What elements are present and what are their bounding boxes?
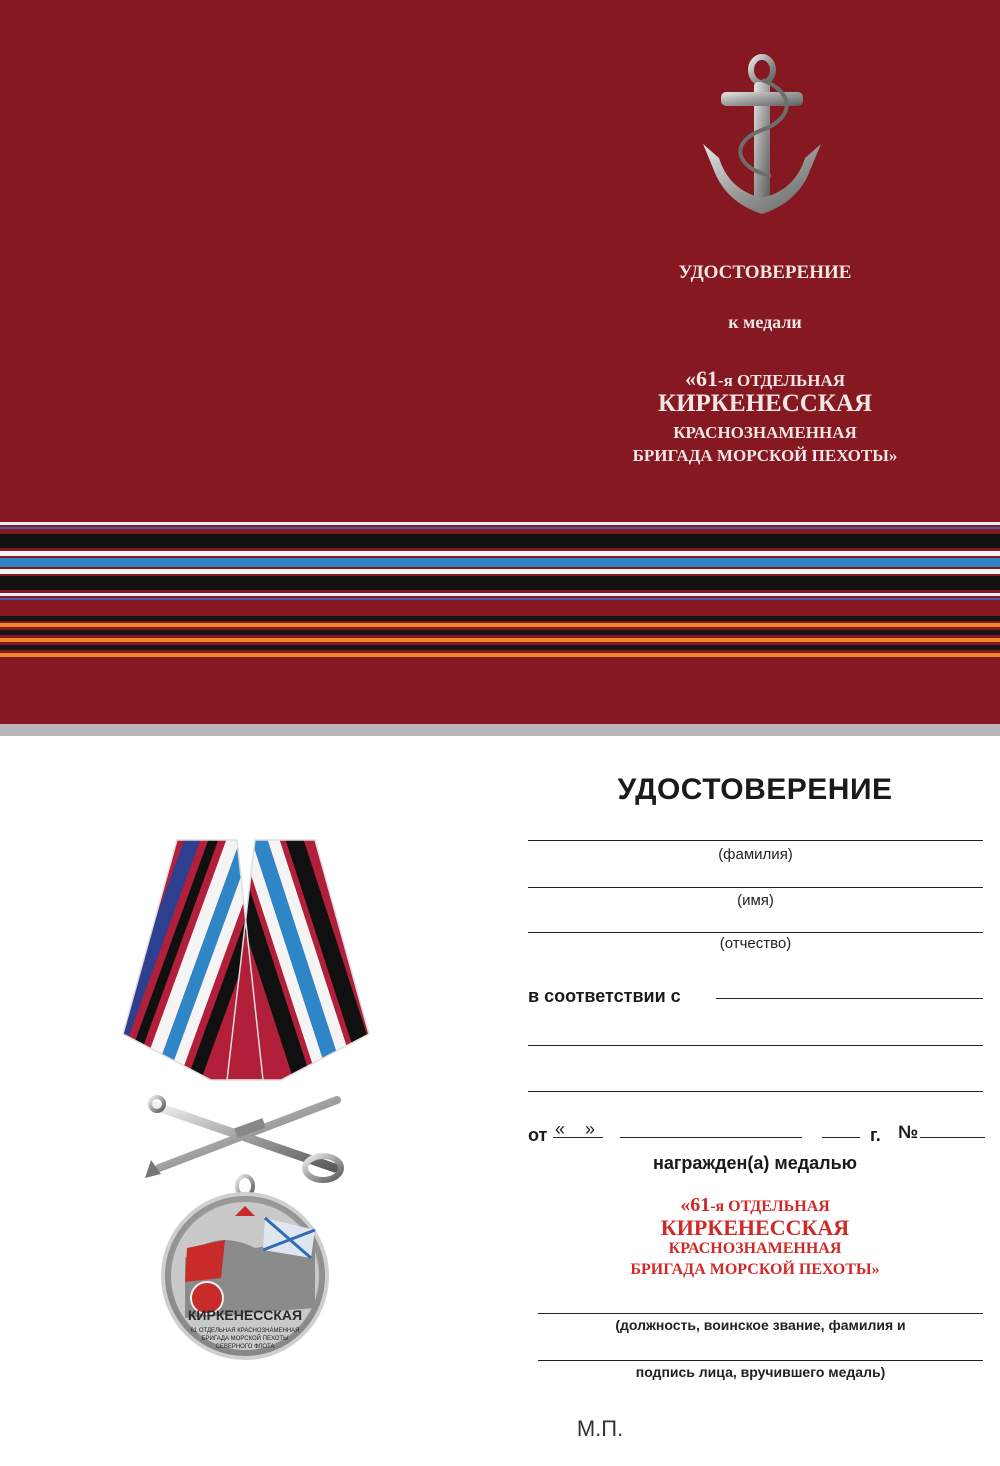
cover-medal-line-3: КРАСНОЗНАМЕННАЯ <box>673 423 857 442</box>
date-month-line[interactable] <box>620 1137 802 1138</box>
signature-caption: подпись лица, вручившего медаль) <box>635 1364 886 1380</box>
medal-line-3: КРАСНОЗНАМЕННАЯ <box>668 1240 842 1257</box>
number-label: № <box>898 1122 919 1142</box>
medal-line-1-rest: -я ОТДЕЛЬНАЯ <box>710 1198 830 1215</box>
name-line[interactable] <box>528 887 983 888</box>
year-label: г. <box>870 1125 881 1145</box>
crossed-weapons-icon <box>145 1097 341 1180</box>
accordance-line-3[interactable] <box>528 1091 983 1092</box>
anchor-icon <box>695 52 829 222</box>
accordance-line-2[interactable] <box>528 1045 983 1046</box>
cover-medal-line-2: КИРКЕНЕССКАЯ <box>657 390 873 417</box>
certificate-cover <box>0 0 1000 724</box>
date-from-label: от <box>528 1125 548 1145</box>
patronymic-line[interactable] <box>528 932 983 933</box>
accordance-line[interactable] <box>716 998 983 999</box>
cover-medal-line-1 <box>560 366 970 392</box>
signature-line[interactable] <box>538 1360 983 1361</box>
surname-caption: (фамилия) <box>718 846 793 863</box>
position-line[interactable] <box>538 1313 983 1314</box>
medal-image <box>115 838 375 1370</box>
awarded-label: награжден(а) медалью <box>652 1153 858 1173</box>
medal-number: «61 <box>680 1194 711 1216</box>
medal-name-text: КИРКЕНЕССКАЯ <box>187 1307 303 1323</box>
cover-title: УДОСТОВЕРЕНИЕ <box>678 262 852 283</box>
medal-line-2: КИРКЕНЕССКАЯ <box>660 1215 850 1240</box>
medal-inscription-2: БРИГАДА МОРСКОЙ ПЕХОТЫ <box>201 1336 289 1342</box>
date-year-line[interactable] <box>822 1137 860 1138</box>
accordance-label: в соответствии с <box>528 986 681 1006</box>
cover-medal-line-4: БРИГАДА МОРСКОЙ ПЕХОТЫ» <box>632 446 898 465</box>
number-line[interactable] <box>920 1137 985 1138</box>
ribbon-stripes <box>0 520 1000 660</box>
certificate-title: УДОСТОВЕРЕНИЕ <box>617 773 893 806</box>
date-day-line[interactable] <box>553 1137 603 1138</box>
medal-line-4: БРИГАДА МОРСКОЙ ПЕХОТЫ» <box>630 1261 880 1278</box>
name-caption: (имя) <box>737 892 774 909</box>
position-caption: (должность, воинское звание, фамилия и <box>615 1317 906 1333</box>
date-day-quotes: « » <box>555 1119 596 1139</box>
cover-subtitle: к медали <box>728 312 802 332</box>
fold-separator <box>0 724 1000 736</box>
cover-medal-line-1-rest: -я ОТДЕЛЬНАЯ <box>717 371 846 390</box>
surname-line[interactable] <box>528 840 983 841</box>
medal-line-1 <box>600 1194 910 1217</box>
medal-inscription-1: 61 ОТДЕЛЬНАЯ КРАСНОЗНАМЕННАЯ <box>190 1328 300 1334</box>
patronymic-caption: (отчество) <box>719 935 792 952</box>
cover-medal-number: «61 <box>684 366 718 391</box>
seal-label: М.П. <box>576 1416 624 1441</box>
medal-inscription-3: СЕВЕРНОГО ФЛОТА <box>215 1344 275 1350</box>
